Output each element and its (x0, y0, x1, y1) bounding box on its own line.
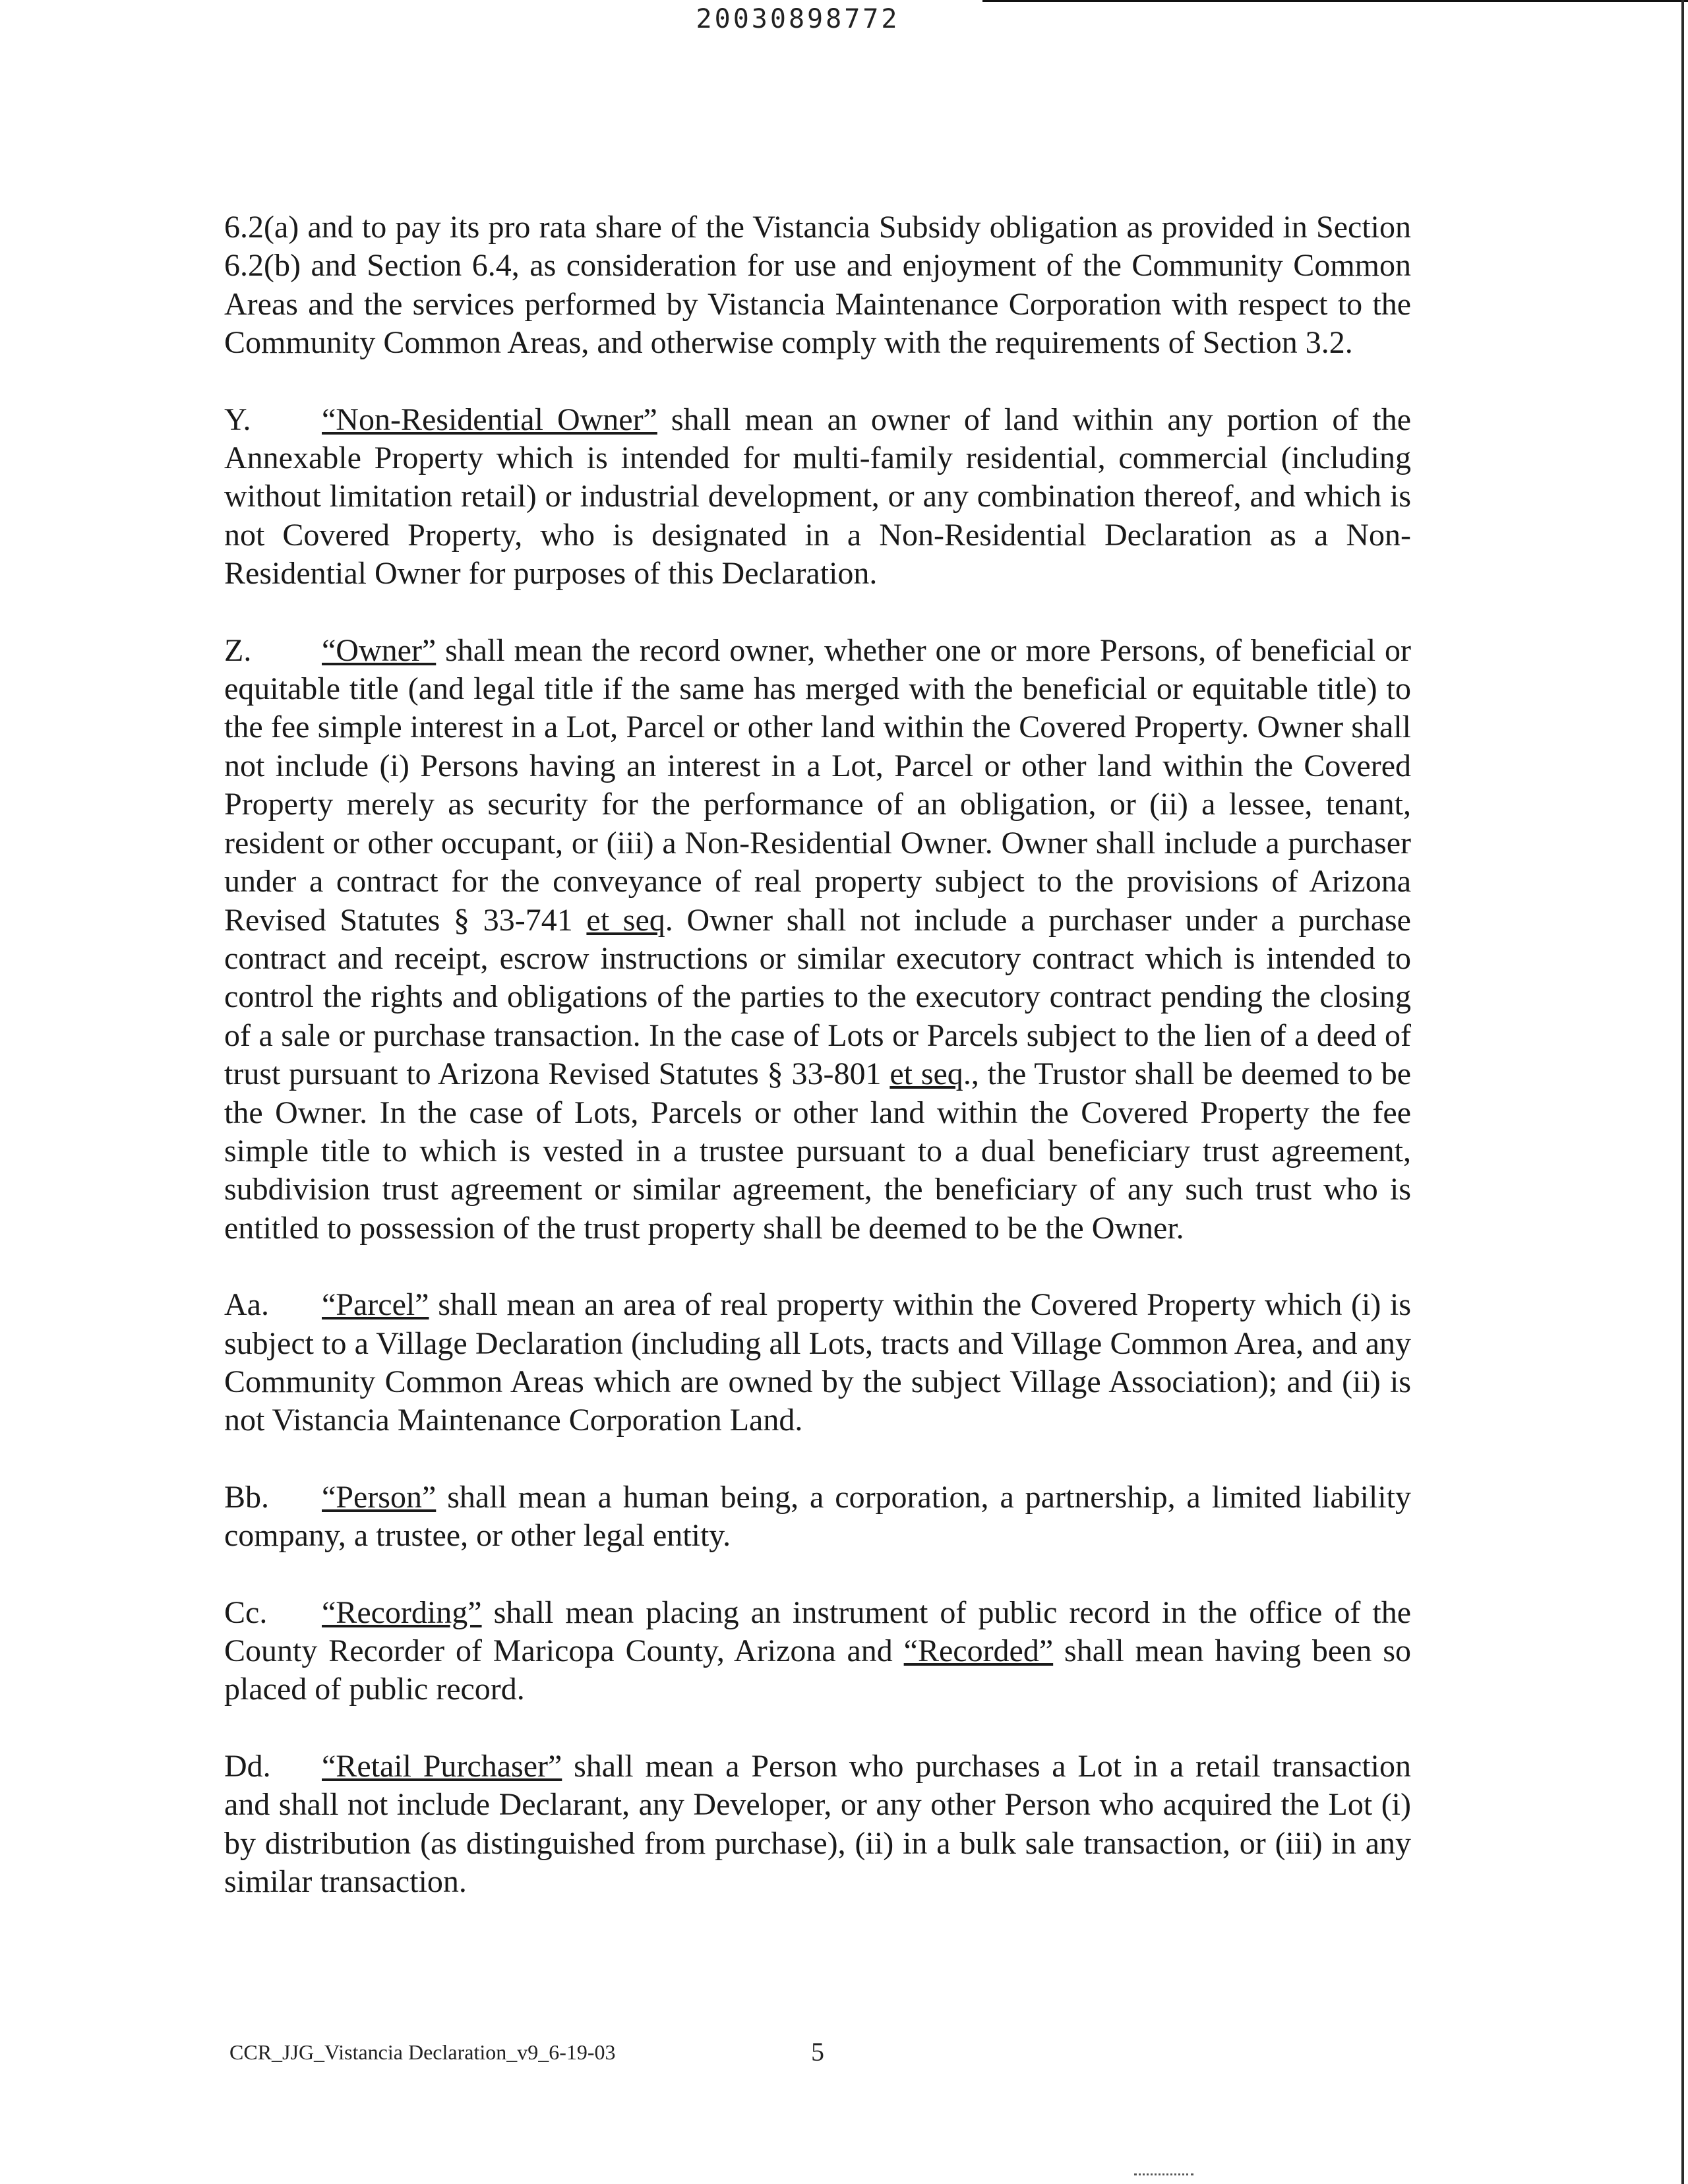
paragraph-text: shall mean an area of real property within the Covered Property which (i) is subject to a Village Declaration (including all Lots, tracts and Village Common Area, and any Community Common Areas which are owned by the subject Village Association); and (ii) is not Vistancia Maintenance Corporation Land. (224, 1287, 1411, 1438)
defined-term: “Person” (322, 1479, 437, 1515)
paragraph-z (224, 632, 1411, 1248)
paragraph-text: shall mean a Person who purchases a Lot in a retail transaction and shall not include Declarant, any Developer, or any other Person who acquired the Lot (i) by distribution (as distinguished from purchase), (ii) in a bulk sale transaction, or (iii) in any similar transaction. (224, 1748, 1412, 1900)
top-rule (982, 0, 1688, 2)
paragraph-y (224, 401, 1411, 593)
paragraph-letter: Dd. (224, 1748, 271, 1784)
paragraph-aa (224, 1286, 1411, 1440)
paragraph-letter: Aa. (224, 1287, 269, 1323)
paragraph-letter: Cc. (224, 1594, 268, 1630)
paragraph-text-continued: ., the Trustor shall be deemed to be the Owner. In the case of Lots, Parcels or other land within the Covered Property the fee simple title to which is vested in a trustee pursuant to a dual beneficiary trust agreement, subdivision trust agreement or similar agreement, the beneficiary of any such trust who is entitled to possession of the trust property shall be deemed to be the Owner. (224, 1056, 1411, 1246)
document-body (224, 208, 1411, 1939)
defined-term: “Non-Residential Owner” (322, 402, 657, 437)
paragraph-text: shall mean the record owner, whether one or more Persons, of beneficial or equitable title (and legal title if the same has merged with the beneficial or equitable title) to the fee simple interest in a Lot, Parcel or other land within the Covered Property. Owner shall not include (i) Persons having an interest in a Lot, Parcel or other land within the Covered Property merely as security for the performance of an obligation, or (ii) a lessee, tenant, resident or other occupant, or (iii) a Non-Residential Owner. Owner shall include a purchaser under a contract for the conveyance of real property subject to the provisions of Arizona Revised Statutes § 33-741 (224, 632, 1411, 938)
paragraph-letter: Y. (224, 402, 251, 437)
paragraph-text: shall mean an owner of land within any portion of the Annexable Property which is intended for multi-family residential, commercial (including without limitation retail) or industrial development, or any combination thereof, and which is not Covered Property, who is designated in a Non-Residential Declaration as a Non-Residential Owner for purposes of this Declaration. (224, 402, 1412, 592)
paragraph-letter: Z. (224, 632, 252, 668)
citation-et-seq: et seq (889, 1056, 963, 1092)
paragraph-text: 6.2(a) and to pay its pro rata share of the Vistancia Subsidy obligation as provided in Section 6.2(b) and Section 6.4, as consideration for use and enjoyment of the Community Common Areas and the services performed by Vistancia Maintenance Corporation with respect to the Community Common Areas, and otherwise comply with the requirements of Section 3.2. (224, 210, 1411, 361)
paragraph-bb (224, 1478, 1411, 1556)
scan-artifact (1134, 2173, 1193, 2177)
paragraph-text-continued: . Owner shall not include a purchaser under a purchase contract and receipt, escrow instructions or similar executory contract which is intended to control the rights and obligations of the parties to the executory contract pending the closing of a sale or purchase transaction. In the case of Lots or Parcels subject to the lien of a deed of trust pursuant to Arizona Revised Statutes § 33-801 (224, 902, 1411, 1092)
defined-term: “Owner” (322, 632, 437, 668)
paragraph-text: shall mean a human being, a corporation, a partnership, a limited liability company, a trustee, or other legal entity. (224, 1479, 1411, 1554)
defined-term: “Retail Purchaser” (322, 1748, 562, 1784)
paragraph-letter: Bb. (224, 1479, 270, 1515)
defined-term: “Recorded” (903, 1633, 1054, 1668)
paragraph-cc (224, 1594, 1411, 1709)
footer-file-name: CCR_JJG_Vistancia Declaration_v9_6-19-03 (229, 2040, 616, 2064)
paragraph-text: shall mean placing an instrument of public record in the office of the County Recorder of Maricopa County, Arizona and (224, 1594, 1411, 1668)
defined-term: “Parcel” (322, 1287, 429, 1323)
recording-number: 20030898772 (696, 4, 900, 34)
paragraph-x-continued (224, 208, 1411, 363)
paragraph-text-continued: shall mean having been so placed of public record. (224, 1633, 1411, 1707)
page-number: 5 (811, 2037, 824, 2067)
scan-edge-line (1681, 0, 1684, 2184)
paragraph-dd (224, 1747, 1411, 1902)
defined-term: “Recording” (322, 1594, 482, 1630)
citation-et-seq: et seq (586, 902, 665, 938)
